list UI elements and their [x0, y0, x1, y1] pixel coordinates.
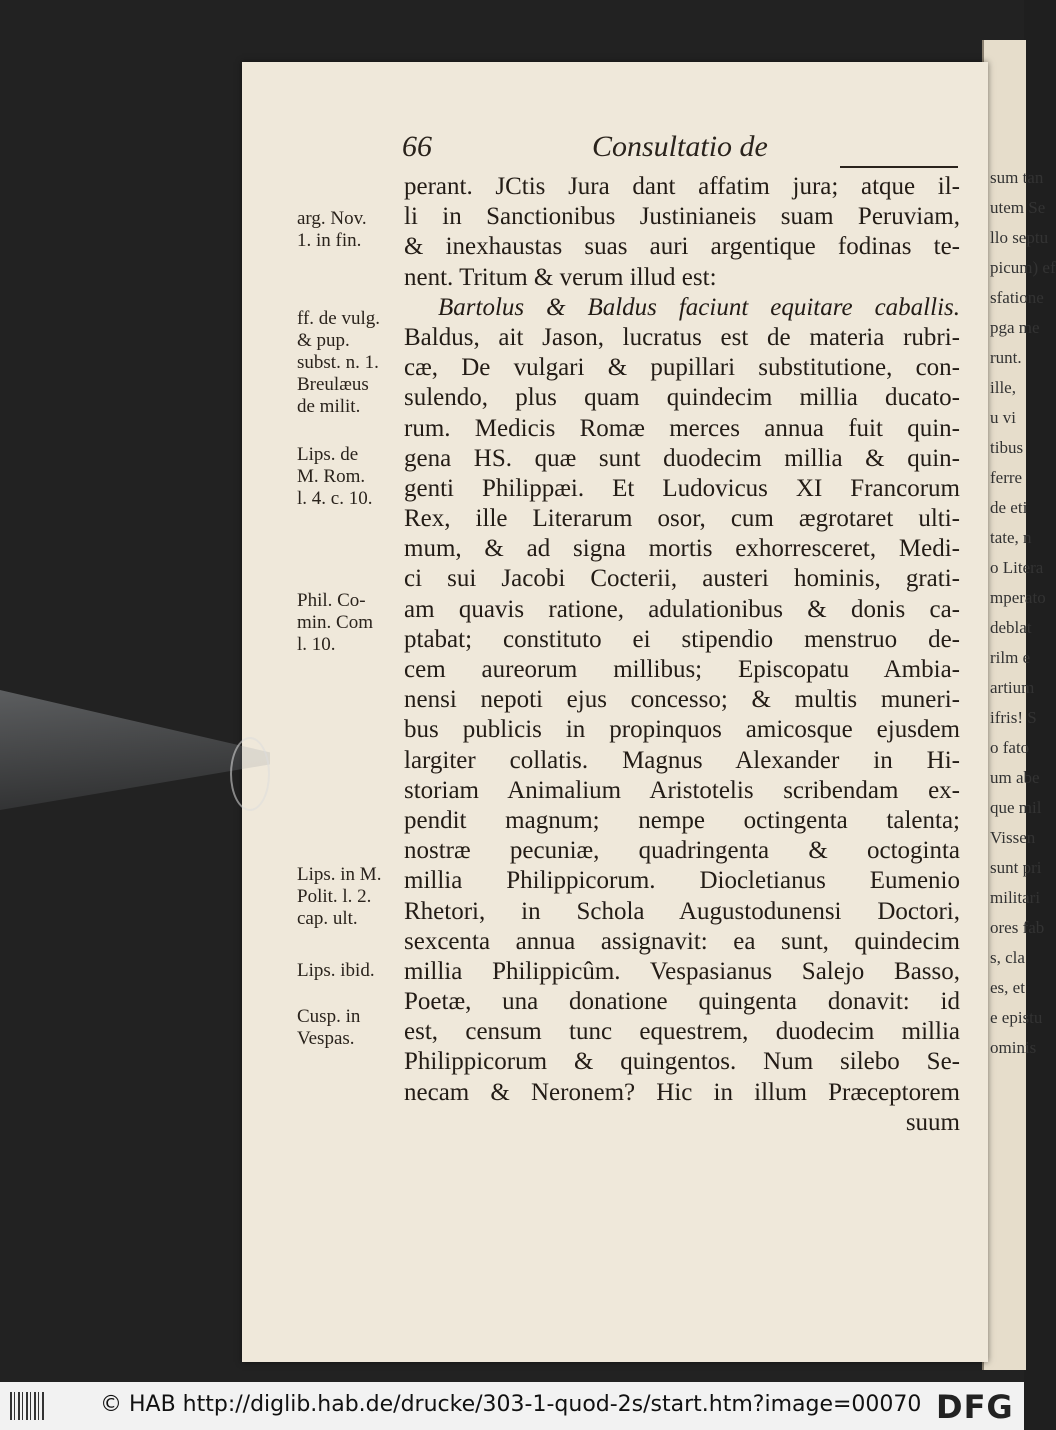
text-line: Baldus, ait Jason, lucratus est de materia rubri- [404, 323, 960, 351]
next-page-fragment: rilm e [990, 648, 1031, 667]
body-text [404, 172, 960, 1138]
page-header [400, 128, 958, 168]
margin-note: arg. Nov. 1. in fin. [297, 208, 367, 251]
next-page-fragment: tate, n [990, 528, 1032, 547]
next-page-fragment: s, cla [990, 948, 1025, 967]
next-page-fragment: utem Se [990, 198, 1046, 217]
text-line-verse: Bartolus & Baldus faciunt equitare caballis. [438, 293, 960, 321]
text-line: perant. JCtis Jura dant affatim jura; atque il- [404, 173, 960, 200]
text-line: li in Sanctionibus Justinianeis suam Peruviam, [404, 203, 960, 231]
glass-clip-edge [230, 737, 270, 811]
text-line: storiam Animalium Aristotelis scribendam ex- [404, 776, 960, 804]
dfg-logo: DFG [936, 1388, 1014, 1426]
text-line: Poetæ, una donatione quingenta donavit: id [404, 988, 960, 1016]
text-line: rum. Medicis Romæ merces annua fuit quin- [404, 414, 960, 442]
next-page-fragment: deblat [990, 618, 1032, 637]
catchword: suum [905, 1108, 960, 1136]
next-page-fragment: artium [990, 678, 1035, 697]
header-rule [840, 166, 958, 168]
next-page-fragment: sunt pri [990, 858, 1042, 877]
running-title: Consultatio de [592, 130, 768, 163]
text-line: nensi nepoti ejus concesso; & multis muneri- [404, 686, 960, 714]
text-line: cæ, De vulgari & pupillari substitutione, con- [404, 354, 960, 382]
next-page-fragment: pga me [990, 318, 1040, 337]
next-page-fragment: de eti [990, 498, 1028, 517]
margin-note: Lips. in M. Polit. l. 2. cap. ult. [297, 864, 382, 929]
text-line: am quavis ratione, adulationibus & donis ca- [404, 595, 960, 623]
text-line: est, censum tunc equestrem, duodecim millia [404, 1018, 960, 1046]
next-page-edge [982, 40, 1056, 1370]
text-line: bus publicis in propinquos amicosque ejusdem [404, 716, 960, 744]
text-line: sulendo, plus quam quindecim millia ducato- [404, 384, 960, 412]
text-line: pendit magnum; nempe octingenta talenta; [404, 806, 960, 834]
next-page-fragment: ifris! S [990, 708, 1037, 727]
text-line: millia Philippicûm. Vespasianus Salejo Basso, [404, 957, 960, 985]
margin-note: Cusp. in Vespas. [297, 1006, 361, 1049]
next-page-fragment: sum tan [990, 168, 1044, 187]
margin-note: Phil. Co- min. Com l. 10. [297, 590, 374, 655]
page-number: 66 [402, 130, 432, 163]
next-page-fragment: um abe [990, 768, 1040, 787]
next-page-fragment: tibus [990, 438, 1024, 457]
source-credit: © HAB http://diglib.hab.de/drucke/303-1-quod-2s/start.htm?image=00070 [100, 1392, 922, 1417]
next-page-fragment: ores fab [990, 918, 1045, 937]
next-page-fragment: ferre [990, 468, 1023, 487]
next-page-fragment: Vissen [990, 828, 1036, 847]
margin-note: Lips. de M. Rom. l. 4. c. 10. [297, 444, 373, 509]
text-line: sexcenta annua assignavit: ea sunt, quindecim [404, 927, 960, 955]
text-line: millia Philippicorum. Diocletianus Eumenio [404, 867, 960, 895]
text-line: Philippicorum & quingentos. Num silebo Se- [404, 1048, 960, 1076]
margin-note: Lips. ibid. [297, 960, 375, 981]
barcode-icon [10, 1392, 44, 1420]
next-page-fragment: es, et [990, 978, 1025, 997]
text-line: ci sui Jacobi Cocterii, austeri hominis, grati- [404, 565, 960, 593]
next-page-fragment: picum) ef [990, 258, 1056, 277]
text-line: necam & Neronem? Hic in illum Præceptorem [404, 1078, 960, 1106]
text-line: genti Philippæi. Et Ludovicus XI Francorum [404, 474, 960, 502]
margin-note: ff. de vulg. & pup. subst. n. 1. Breulæus de milit. [297, 308, 381, 417]
next-page-fragment: que mil [990, 798, 1042, 817]
next-page-fragment: llo septu [990, 228, 1049, 247]
text-line: mum, & ad signa mortis exhorresceret, Medi- [404, 535, 960, 563]
next-page-fragment: runt. [990, 348, 1022, 367]
text-line: nent. Tritum & verum illud est: [404, 263, 717, 291]
text-line: largiter collatis. Magnus Alexander in Hi- [404, 746, 960, 774]
next-page-fragment: ille, [990, 378, 1016, 397]
next-page-fragment: o Litera [990, 558, 1044, 577]
text-line: Rhetori, in Schola Augustodunensi Doctori, [404, 897, 960, 925]
text-line: & inexhaustas suas auri argentique fodinas te- [404, 233, 960, 261]
next-page-fragment: militari [990, 888, 1041, 907]
next-page-fragment: ominis [990, 1038, 1037, 1057]
text-line: Rex, ille Literarum osor, cum ægrotaret ulti- [404, 505, 960, 533]
next-page-fragment: sfatione [990, 288, 1044, 307]
footer-bar [0, 1382, 1024, 1430]
next-page-fragment: e epistu [990, 1008, 1043, 1027]
next-page-fragment: mperato [990, 588, 1046, 607]
next-page-fragment: o fato [990, 738, 1030, 757]
text-line: cem aureorum millibus; Episcopatu Ambia- [404, 656, 960, 683]
text-line: nostræ pecuniæ, quadringenta & octoginta [404, 837, 960, 865]
text-line: ptabat; constituto ei stipendio menstruo de- [404, 625, 960, 653]
text-line: gena HS. quæ sunt duodecim millia & quin- [404, 444, 960, 472]
next-page-fragment: u vi [990, 408, 1016, 427]
